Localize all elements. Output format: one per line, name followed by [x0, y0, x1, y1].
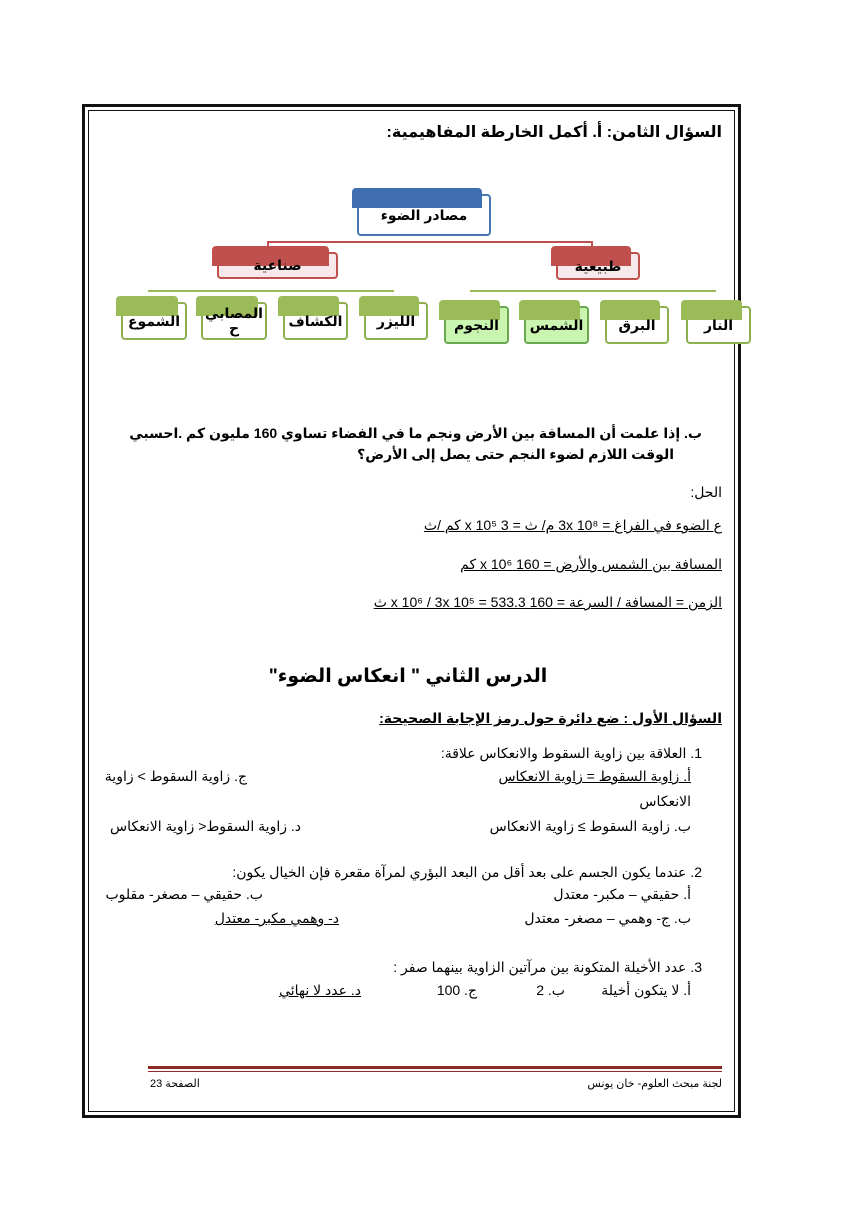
- leaf-fire-label: النار: [703, 316, 734, 333]
- leaf-candles: [121, 302, 187, 340]
- item-1-option-d: د. زاوية السقوط< زاوية الانعكاس: [109, 818, 301, 834]
- item-2-option-b: ب. حقيقي – مصغر- مقلوب: [105, 886, 263, 902]
- leaf-laser: [364, 302, 428, 340]
- lesson-title: [0, 665, 868, 688]
- question-1-title: السؤال الأول : ضع دائرة حول رمز الإجابة الصحيحة:: [379, 710, 722, 726]
- item-1-stem: 1. العلاقة بين زاوية السقوط والانعكاس علاقة:: [440, 745, 702, 761]
- leaf-sun: [524, 306, 589, 344]
- leaf-searchlight-label: الكشاف: [288, 312, 343, 329]
- leaf-sun-label: الشمس: [529, 316, 584, 333]
- connector: [267, 241, 593, 243]
- leaf-lamps-label-2: ح: [228, 320, 240, 336]
- leaf-laser-label: الليزر: [376, 312, 416, 329]
- leaf-stars-label: النجوم: [454, 316, 499, 333]
- leaf-lightning-label: البرق: [618, 316, 656, 333]
- item-2-option-c: ب. ج- وهمي – مصغر- معتدل: [524, 910, 691, 926]
- connector: [470, 290, 716, 292]
- solution-label: الحل:: [690, 484, 722, 500]
- leaf-searchlight: [283, 302, 348, 340]
- item-1-option-b: ب. زاوية السقوط ≥ زاوية الانعكاس: [489, 818, 691, 834]
- leaf-fire: [686, 306, 751, 344]
- item-2-stem: 2. عندما يكون الجسم على بعد أقل من البعد البؤري لمرآة مقعرة فإن الخيال يكون:: [232, 864, 702, 880]
- leaf-candles-label: الشموع: [127, 312, 181, 329]
- footer-rule: [148, 1066, 722, 1069]
- item-1-option-c: ج. زاوية السقوط > زاوية: [104, 768, 247, 784]
- question-8-title: السؤال الثامن: أ. أكمل الخارطة المفاهيمية:: [386, 124, 722, 141]
- item-1-option-c-cont: الانعكاس: [639, 793, 691, 809]
- item-3-option-c: ج. 100: [436, 982, 477, 998]
- item-3-option-b: ب. 2: [536, 982, 565, 998]
- category-natural-box: [556, 252, 640, 280]
- footer-page-number: الصفحة 23: [150, 1078, 200, 1090]
- footer-committee: لجنة مبحث العلوم- خان يونس: [587, 1078, 722, 1090]
- footer-rule-thin: [148, 1071, 722, 1072]
- leaf-lightning: [605, 306, 669, 344]
- item-2-option-d: د- وهمي مكبر- معتدل: [214, 910, 339, 926]
- category-artificial-box: [217, 252, 338, 279]
- leaf-lamps-label-1: المصابي: [205, 305, 263, 321]
- part-b-line-2: الوقت اللازم لضوء النجم حتى يصل إلى الأرض؟: [357, 446, 674, 462]
- category-artificial-label: صناعية: [253, 257, 302, 273]
- item-3-option-a: أ. لا يتكون أخيلة: [601, 982, 691, 998]
- equation-distance: المسافة بين الشمس والأرض = 160 x 10⁶ كم: [460, 556, 722, 572]
- equation-speed: ع الضوء في الفراغ = 3x 10⁸ م/ ث = 3 x 10⁵ كم /ث: [423, 517, 722, 533]
- equation-time: الزمن = المسافة / السرعة = 160 x 10⁶ / 3x 10⁵ = 533.3 ث: [373, 594, 722, 610]
- item-2-option-a: أ. حقيقي – مكبر- معتدل: [553, 886, 691, 902]
- category-natural-label: طبيعية: [574, 257, 622, 274]
- part-b-line-1: ب. إذا علمت أن المسافة بين الأرض ونجم ما في الفضاء تساوي 160 مليون كم .احسبي: [129, 425, 702, 441]
- item-3-option-d: د. عدد لا نهائي: [279, 982, 361, 998]
- leaf-stars: [444, 306, 509, 344]
- map-root-label: مصادر الضوء: [380, 206, 468, 223]
- item-1-option-a: أ. زاوية السقوط = زاوية الانعكاس: [498, 768, 691, 784]
- item-3-stem: 3. عدد الأخيلة المتكونة بين مرآتين الزاوية بينهما صفر :: [393, 959, 702, 975]
- lesson-title-text: الدرس الثاني " انعكاس الضوء": [268, 666, 548, 687]
- map-root-box: [357, 194, 491, 236]
- leaf-lamps: [201, 302, 267, 340]
- connector: [148, 290, 394, 292]
